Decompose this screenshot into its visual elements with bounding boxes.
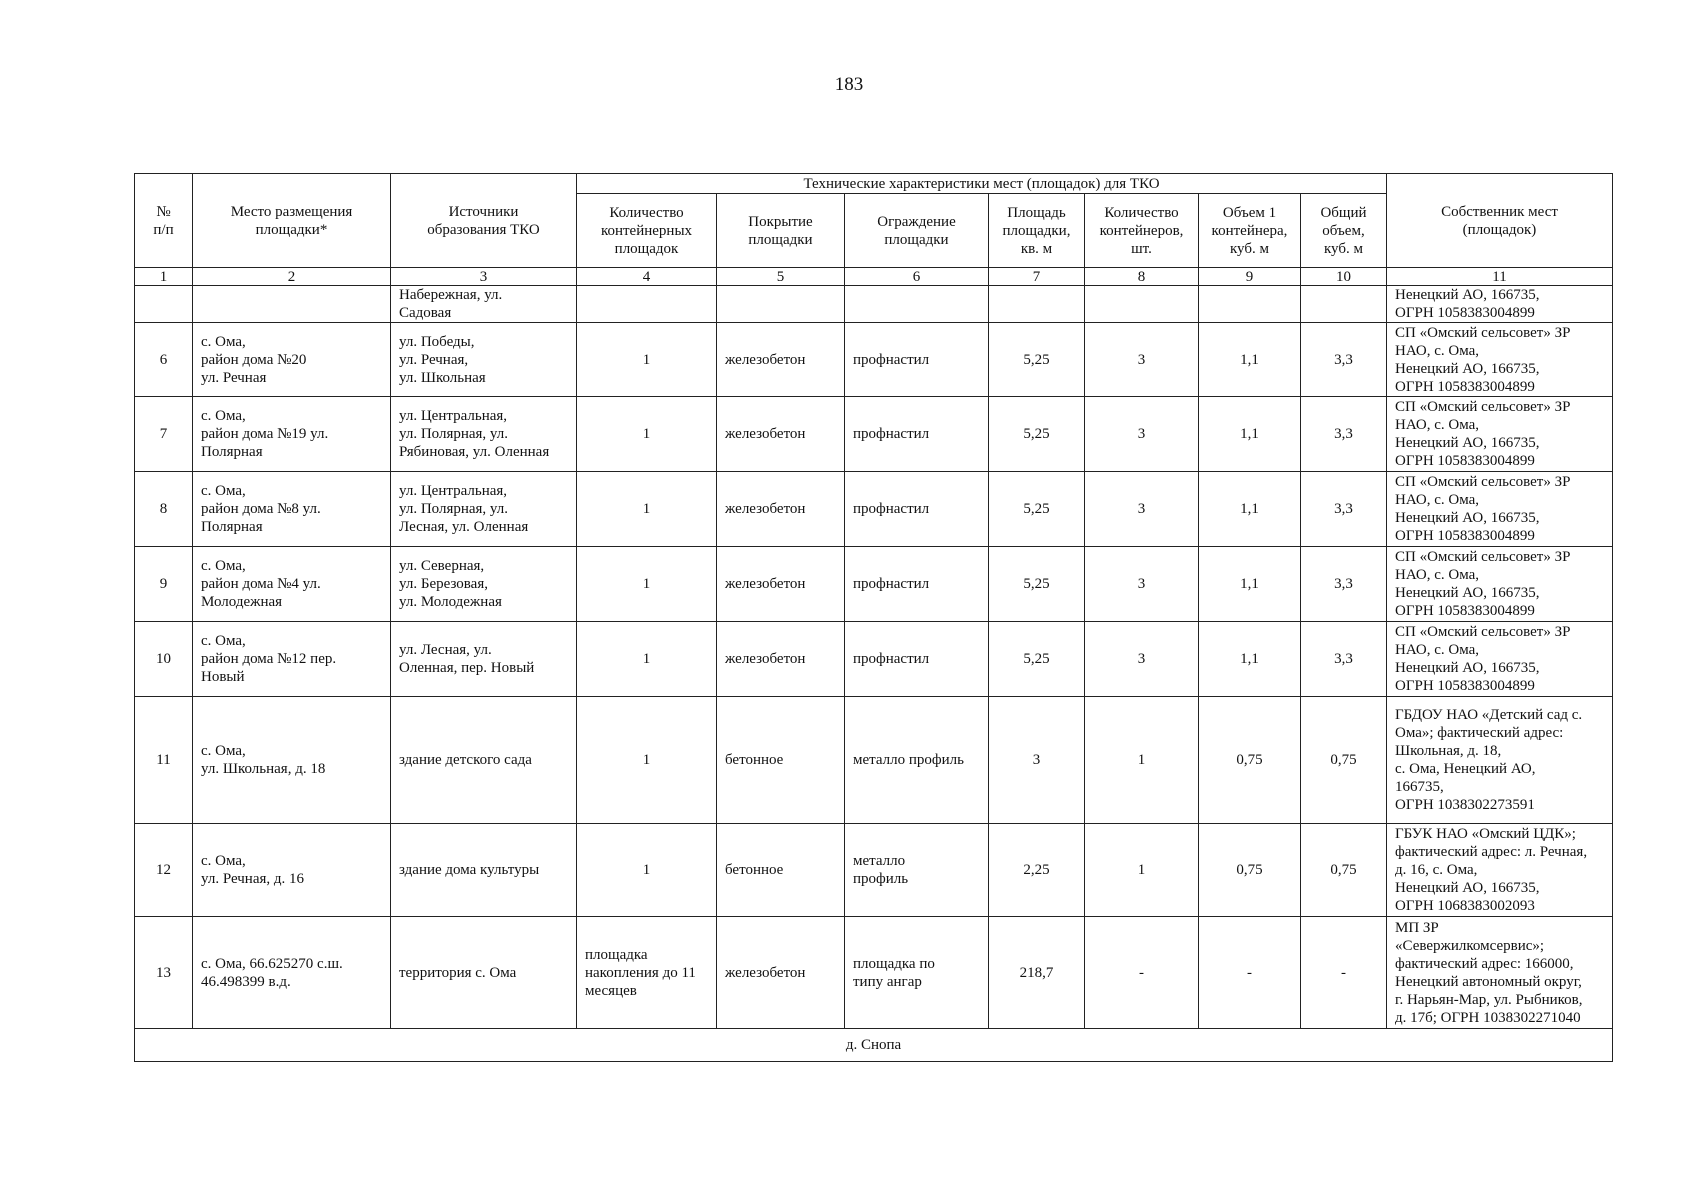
cell-vol1: 1,1 <box>1199 323 1301 397</box>
cell-area: 5,25 <box>989 323 1085 397</box>
page-number: 183 <box>834 74 864 95</box>
cell-total: 3,3 <box>1301 622 1387 697</box>
cell-place: с. Ома, район дома №4 ул. Молодежная <box>193 547 391 622</box>
cell-total: 0,75 <box>1301 824 1387 917</box>
cell-containers: 1 <box>1085 824 1199 917</box>
cell-source: ул. Центральная, ул. Полярная, ул. Лесная, ул. Оленная <box>391 472 577 547</box>
cell-fence: профнастил <box>845 472 989 547</box>
cell-owner: МП ЗР «Севержилкомсервис»; фактический адрес: 166000, Ненецкий автономный округ, г. Нарьян-Мар, ул. Рыбников, д. 17б; ОГРН 1038302271040 <box>1387 917 1613 1029</box>
cell-fence: площадка по типу ангар <box>845 917 989 1029</box>
cell-containers: 3 <box>1085 397 1199 472</box>
header-area: Площадь площадки, кв. м <box>989 194 1085 268</box>
cell-place: с. Ома, ул. Школьная, д. 18 <box>193 697 391 824</box>
cell-area: 5,25 <box>989 397 1085 472</box>
cell-containers: 3 <box>1085 323 1199 397</box>
cell-cover: железобетон <box>717 622 845 697</box>
cell-area: 3 <box>989 697 1085 824</box>
cell-fence: профнастил <box>845 323 989 397</box>
header-containers: Количество контейнеров, шт. <box>1085 194 1199 268</box>
cell-cover: железобетон <box>717 397 845 472</box>
cell-no <box>135 286 193 323</box>
cell-count: 1 <box>577 547 717 622</box>
column-number: 3 <box>391 268 577 286</box>
cell-cover: железобетон <box>717 472 845 547</box>
table-row <box>135 397 1613 472</box>
column-number-row <box>135 268 1613 286</box>
cell-no: 7 <box>135 397 193 472</box>
column-number: 2 <box>193 268 391 286</box>
cell-owner: СП «Омский сельсовет» ЗР НАО, с. Ома, Ненецкий АО, 166735, ОГРН 1058383004899 <box>1387 547 1613 622</box>
cell-total: - <box>1301 917 1387 1029</box>
cell-source: ул. Центральная, ул. Полярная, ул. Рябиновая, ул. Оленная <box>391 397 577 472</box>
cell-cover <box>717 286 845 323</box>
table-row <box>135 286 1613 323</box>
cell-place: с. Ома, район дома №12 пер. Новый <box>193 622 391 697</box>
cell-cover: железобетон <box>717 917 845 1029</box>
table-row <box>135 917 1613 1029</box>
cell-area: 5,25 <box>989 472 1085 547</box>
cell-containers: 1 <box>1085 697 1199 824</box>
cell-count: 1 <box>577 697 717 824</box>
header-total: Общий объем, куб. м <box>1301 194 1387 268</box>
cell-cover: бетонное <box>717 697 845 824</box>
header-no: № п/п <box>135 174 193 268</box>
table-row <box>135 547 1613 622</box>
cell-owner: ГБДОУ НАО «Детский сад с. Ома»; фактический адрес: Школьная, д. 18, с. Ома, Ненецкий АО, 166735, ОГРН 1038302273591 <box>1387 697 1613 824</box>
cell-total: 3,3 <box>1301 547 1387 622</box>
cell-cover: железобетон <box>717 323 845 397</box>
cell-vol1: 1,1 <box>1199 472 1301 547</box>
cell-vol1: 1,1 <box>1199 397 1301 472</box>
column-number: 6 <box>845 268 989 286</box>
cell-fence: металло профиль <box>845 697 989 824</box>
column-number: 1 <box>135 268 193 286</box>
column-number: 7 <box>989 268 1085 286</box>
cell-no: 9 <box>135 547 193 622</box>
cell-total: 3,3 <box>1301 397 1387 472</box>
column-number: 5 <box>717 268 845 286</box>
cell-vol1 <box>1199 286 1301 323</box>
cell-owner: Ненецкий АО, 166735, ОГРН 1058383004899 <box>1387 286 1613 323</box>
cell-vol1: 0,75 <box>1199 824 1301 917</box>
cell-source: ул. Победы, ул. Речная, ул. Школьная <box>391 323 577 397</box>
cell-place: с. Ома, район дома №8 ул. Полярная <box>193 472 391 547</box>
table-row <box>135 622 1613 697</box>
cell-count: 1 <box>577 323 717 397</box>
cell-source: территория с. Ома <box>391 917 577 1029</box>
table-body <box>135 286 1613 1029</box>
cell-count <box>577 286 717 323</box>
cell-source: здание детского сада <box>391 697 577 824</box>
section-title: д. Снопа <box>135 1029 1613 1062</box>
cell-total: 3,3 <box>1301 472 1387 547</box>
tko-sites-table <box>134 173 1613 1062</box>
header-fence: Ограждение площадки <box>845 194 989 268</box>
cell-cover: бетонное <box>717 824 845 917</box>
header-cover: Покрытие площадки <box>717 194 845 268</box>
cell-containers: - <box>1085 917 1199 1029</box>
cell-owner: ГБУК НАО «Омский ЦДК»; фактический адрес: л. Речная, д. 16, с. Ома, Ненецкий АО, 166735, ОГРН 1068383002093 <box>1387 824 1613 917</box>
cell-source: здание дома культуры <box>391 824 577 917</box>
cell-place <box>193 286 391 323</box>
cell-containers: 3 <box>1085 622 1199 697</box>
cell-place: с. Ома, район дома №20 ул. Речная <box>193 323 391 397</box>
table-row <box>135 824 1613 917</box>
header-count: Количество контейнерных площадок <box>577 194 717 268</box>
table-row <box>135 323 1613 397</box>
cell-fence: профнастил <box>845 397 989 472</box>
header-source: Источники образования ТКО <box>391 174 577 268</box>
cell-count: площадка накопления до 11 месяцев <box>577 917 717 1029</box>
cell-containers: 3 <box>1085 547 1199 622</box>
cell-owner: СП «Омский сельсовет» ЗР НАО, с. Ома, Ненецкий АО, 166735, ОГРН 1058383004899 <box>1387 622 1613 697</box>
cell-owner: СП «Омский сельсовет» ЗР НАО, с. Ома, Ненецкий АО, 166735, ОГРН 1058383004899 <box>1387 472 1613 547</box>
cell-total: 3,3 <box>1301 323 1387 397</box>
cell-containers <box>1085 286 1199 323</box>
cell-count: 1 <box>577 397 717 472</box>
header-vol1: Объем 1 контейнера, куб. м <box>1199 194 1301 268</box>
cell-vol1: 1,1 <box>1199 622 1301 697</box>
cell-vol1: - <box>1199 917 1301 1029</box>
cell-no: 12 <box>135 824 193 917</box>
table-row <box>135 472 1613 547</box>
cell-source: Набережная, ул. Садовая <box>391 286 577 323</box>
cell-area: 5,25 <box>989 547 1085 622</box>
cell-area: 5,25 <box>989 622 1085 697</box>
cell-source: ул. Лесная, ул. Оленная, пер. Новый <box>391 622 577 697</box>
cell-fence <box>845 286 989 323</box>
column-number: 10 <box>1301 268 1387 286</box>
cell-area: 218,7 <box>989 917 1085 1029</box>
cell-fence: металло профиль <box>845 824 989 917</box>
cell-count: 1 <box>577 622 717 697</box>
cell-fence: профнастил <box>845 622 989 697</box>
cell-containers: 3 <box>1085 472 1199 547</box>
cell-area <box>989 286 1085 323</box>
cell-source: ул. Северная, ул. Березовая, ул. Молодежная <box>391 547 577 622</box>
cell-cover: железобетон <box>717 547 845 622</box>
cell-no: 13 <box>135 917 193 1029</box>
column-number: 8 <box>1085 268 1199 286</box>
header-tech-group: Технические характеристики мест (площадок) для ТКО <box>577 174 1387 194</box>
cell-owner: СП «Омский сельсовет» ЗР НАО, с. Ома, Ненецкий АО, 166735, ОГРН 1058383004899 <box>1387 397 1613 472</box>
cell-fence: профнастил <box>845 547 989 622</box>
cell-no: 11 <box>135 697 193 824</box>
cell-vol1: 0,75 <box>1199 697 1301 824</box>
header-owner: Собственник мест (площадок) <box>1387 174 1613 268</box>
column-number: 11 <box>1387 268 1613 286</box>
cell-area: 2,25 <box>989 824 1085 917</box>
cell-no: 10 <box>135 622 193 697</box>
header-place: Место размещения площадки* <box>193 174 391 268</box>
cell-place: с. Ома, ул. Речная, д. 16 <box>193 824 391 917</box>
table-row <box>135 697 1613 824</box>
cell-no: 6 <box>135 323 193 397</box>
cell-no: 8 <box>135 472 193 547</box>
cell-total <box>1301 286 1387 323</box>
cell-count: 1 <box>577 472 717 547</box>
cell-owner: СП «Омский сельсовет» ЗР НАО, с. Ома, Ненецкий АО, 166735, ОГРН 1058383004899 <box>1387 323 1613 397</box>
cell-count: 1 <box>577 824 717 917</box>
cell-total: 0,75 <box>1301 697 1387 824</box>
cell-vol1: 1,1 <box>1199 547 1301 622</box>
cell-place: с. Ома, район дома №19 ул. Полярная <box>193 397 391 472</box>
column-number: 9 <box>1199 268 1301 286</box>
column-number: 4 <box>577 268 717 286</box>
cell-place: с. Ома, 66.625270 с.ш. 46.498399 в.д. <box>193 917 391 1029</box>
